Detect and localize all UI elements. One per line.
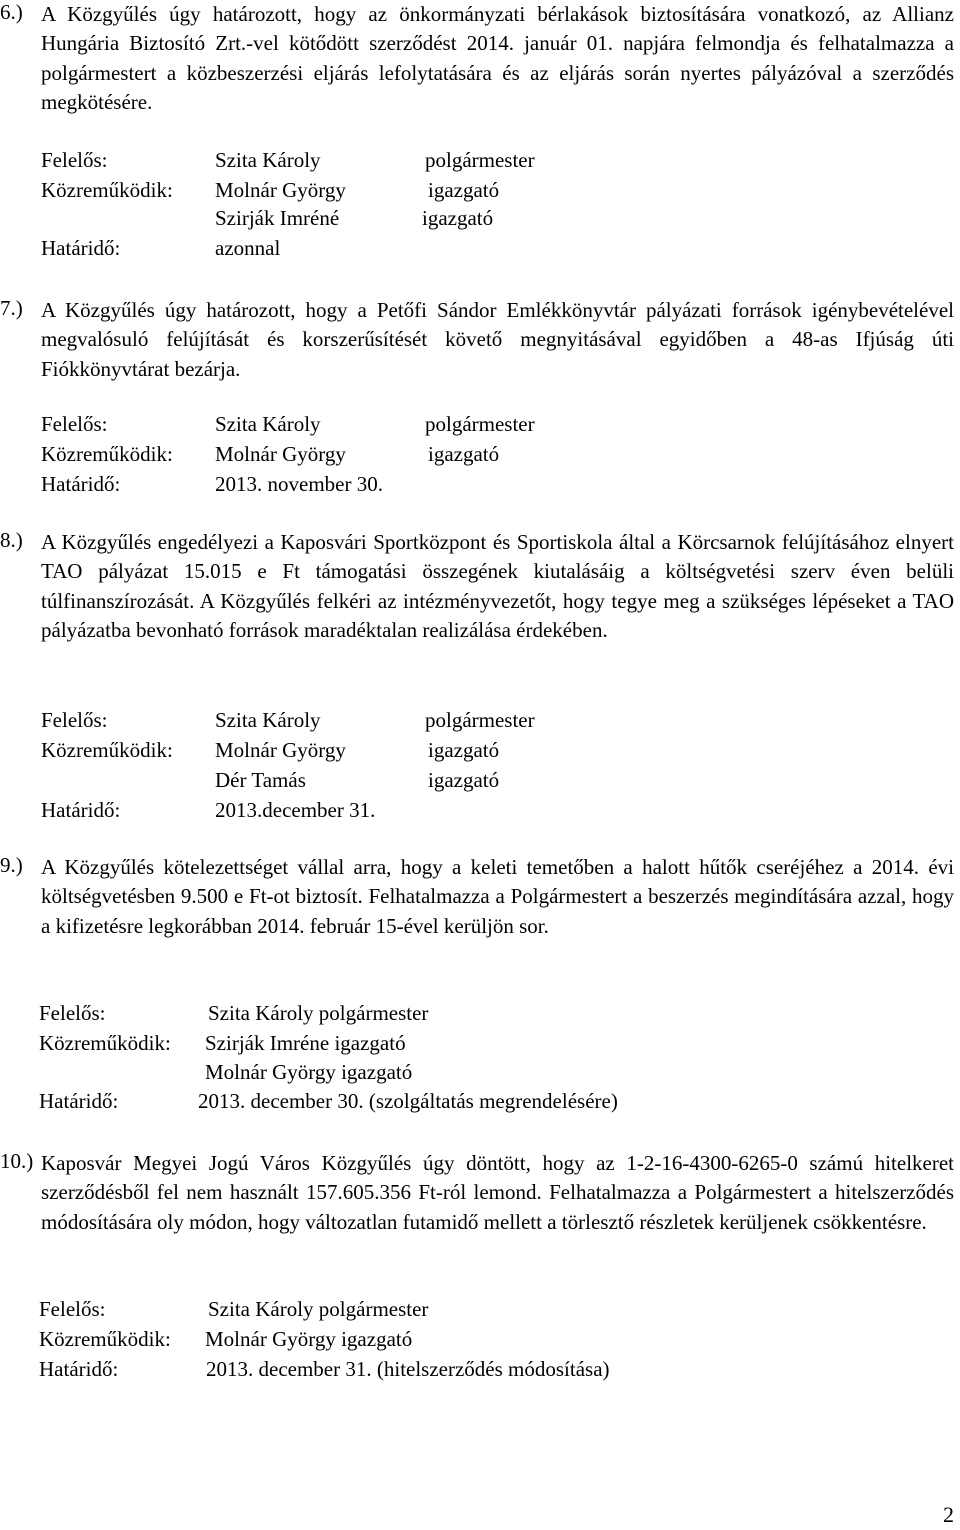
resolution-text: A Közgyűlés kötelezettséget vállal arra, hogy a keleti temetőben a halott hűtők cseréjéhez a 2014. évi költségvetésben 9.500 e Ft-ot biztosít. Felhatalmazza a Polgármestert a beszerzés megindítására azzal, hogy a kifizetésre legkorábban 2014. február 15-ével kerüljön sor. xyxy=(41,855,954,938)
row-name: azonnal xyxy=(215,236,281,260)
row-label: Felelős: xyxy=(39,1297,106,1321)
item-number: 6.) xyxy=(0,0,23,24)
row-label: Felelős: xyxy=(39,1001,106,1025)
item-number: 8.) xyxy=(0,528,23,552)
row-label: Határidő: xyxy=(41,236,121,260)
row-value: 2013. december 30. (szolgáltatás megrendelésére) xyxy=(198,1089,618,1113)
row-value: Szirják Imréne igazgató xyxy=(205,1031,406,1055)
row-role: igazgató xyxy=(428,768,500,792)
resolution-text: A Közgyűlés úgy határozott, hogy az önkormányzati bérlakások biztosítására vonatkozó, az Allianz Hungária Biztosító Zrt.-vel kötődött szerződést 2014. január 01. napjára felmondja és felhatalmazza a polgármestert a közbeszerzési eljárás lefolytatására és az eljárás során nyertes pályázóval a szerződés megkötésére. xyxy=(41,2,954,115)
row-role: polgármester xyxy=(425,412,535,436)
row-name: 2013.december 31. xyxy=(215,798,376,822)
row-value: Szita Károly polgármester xyxy=(208,1297,429,1321)
row-name: Szita Károly xyxy=(215,412,321,436)
row-label: Felelős: xyxy=(41,412,108,436)
row-role: polgármester xyxy=(425,708,535,732)
row-label: Felelős: xyxy=(41,708,108,732)
row-label: Közreműködik: xyxy=(41,178,173,202)
row-value: 2013. december 31. (hitelszerződés módosítása) xyxy=(206,1357,610,1381)
row-value: Szita Károly polgármester xyxy=(208,1001,429,1025)
row-label: Határidő: xyxy=(39,1089,119,1113)
item-number: 10.) xyxy=(0,1149,34,1173)
item-number: 9.) xyxy=(0,853,23,877)
resolution-text: A Közgyűlés engedélyezi a Kaposvári Sportközpont és Sportiskola által a Körcsarnok felújításához elnyert TAO pályázat 15.015 e Ft támogatási összegének kiutalásáig a költségvetési szerv éven belüli túlfinanszírozását. A Közgyűlés felkéri az intézményvezetőt, hogy tegye meg a szükséges lépéseket a TAO pályázatba bevonható források maradéktalan realizálása érdekében. xyxy=(41,530,954,643)
row-role: igazgató xyxy=(422,206,494,230)
page-number: 2 xyxy=(943,1502,954,1527)
row-label: Közreműködik: xyxy=(41,442,173,466)
row-value: Molnár György igazgató xyxy=(205,1327,413,1351)
row-name: Molnár György xyxy=(215,738,346,762)
row-label: Határidő: xyxy=(41,472,121,496)
row-name: Molnár György xyxy=(215,178,346,202)
row-name: Szita Károly xyxy=(215,148,321,172)
row-role: igazgató xyxy=(428,178,500,202)
row-label: Felelős: xyxy=(41,148,108,172)
row-role: igazgató xyxy=(428,738,500,762)
resolution-text: Kaposvár Megyei Jogú Város Közgyűlés úgy döntött, hogy az 1-2-16-4300-6265-0 számú hitelkeret szerződésből fel nem használt 157.605.356 Ft-ról lemond. Felhatalmazza a Polgármestert a hitelszerződés módosítására oly módon, hogy változatlan futamidő mellett a törlesztő részletek kerüljenek csökkentésre. xyxy=(41,1151,954,1234)
row-label: Közreműködik: xyxy=(39,1327,171,1351)
row-label: Közreműködik: xyxy=(39,1031,171,1055)
row-label: Határidő: xyxy=(39,1357,119,1381)
row-label: Közreműködik: xyxy=(41,738,173,762)
row-role: igazgató xyxy=(428,442,500,466)
row-name: Dér Tamás xyxy=(215,768,306,792)
row-name: 2013. november 30. xyxy=(215,472,383,496)
item-number: 7.) xyxy=(0,296,23,320)
row-role: polgármester xyxy=(425,148,535,172)
row-name: Szita Károly xyxy=(215,708,321,732)
row-name: Szirják Imréné xyxy=(215,206,340,230)
row-name: Molnár György xyxy=(215,442,346,466)
row-label: Határidő: xyxy=(41,798,121,822)
resolution-text: A Közgyűlés úgy határozott, hogy a Petőfi Sándor Emlékkönyvtár pályázati források igénybevételével megvalósuló felújítását és korszerűsítését követő megnyitásával egyidőben a 48-as Ifjúság úti Fiókkönyvtárat bezárja. xyxy=(41,298,954,381)
row-value: Molnár György igazgató xyxy=(205,1060,413,1084)
